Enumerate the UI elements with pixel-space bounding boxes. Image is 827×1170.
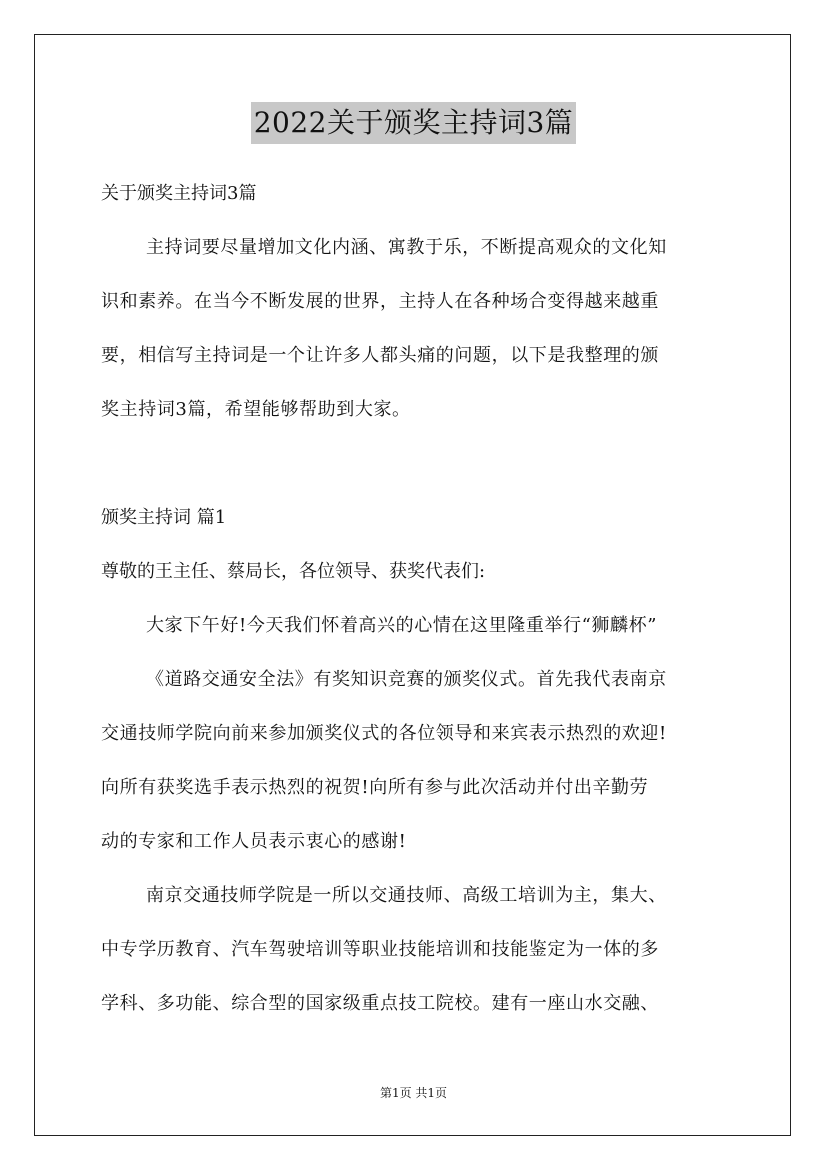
intro-line: 奖主持词3篇，希望能够帮助到大家。: [101, 399, 411, 420]
section-heading: 颁奖主持词 篇1: [101, 507, 227, 528]
document-title: 2022关于颁奖主持词3篇: [251, 102, 577, 144]
paragraph-line: 中专学历教育、汽车驾驶培训等职业技能培训和技能鉴定为一体的多: [101, 939, 659, 960]
intro-line: 要，相信写主持词是一个让许多人都头痛的问题，以下是我整理的颁: [101, 345, 659, 366]
intro-line: 主持词要尽量增加文化内涵、寓教于乐，不断提高观众的文化知: [146, 237, 667, 258]
document-subtitle: 关于颁奖主持词3篇: [101, 183, 257, 204]
title-container: [0, 102, 827, 144]
paragraph-line: 大家下午好!今天我们怀着高兴的心情在这里隆重举行“狮麟杯”: [146, 615, 658, 636]
paragraph-line: 学科、多功能、综合型的国家级重点技工院校。建有一座山水交融、: [101, 993, 659, 1014]
salutation: 尊敬的王主任、蔡局长，各位领导、获奖代表们:: [101, 561, 486, 582]
paragraph-line: 向所有获奖选手表示热烈的祝贺!向所有参与此次活动并付出辛勤劳: [101, 777, 649, 798]
intro-line: 识和素养。在当今不断发展的世界，主持人在各种场合变得越来越重: [101, 291, 659, 312]
paragraph-line: 《道路交通安全法》有奖知识竞赛的颁奖仪式。首先我代表南京: [146, 669, 667, 690]
page-footer: 第1页 共1页: [379, 1086, 448, 1100]
paragraph-line: 动的专家和工作人员表示衷心的感谢!: [101, 831, 407, 852]
paragraph-line: 交通技师学院向前来参加颁奖仪式的各位领导和来宾表示热烈的欢迎!: [101, 723, 667, 744]
paragraph-line: 南京交通技师学院是一所以交通技师、高级工培训为主，集大、: [146, 885, 667, 906]
